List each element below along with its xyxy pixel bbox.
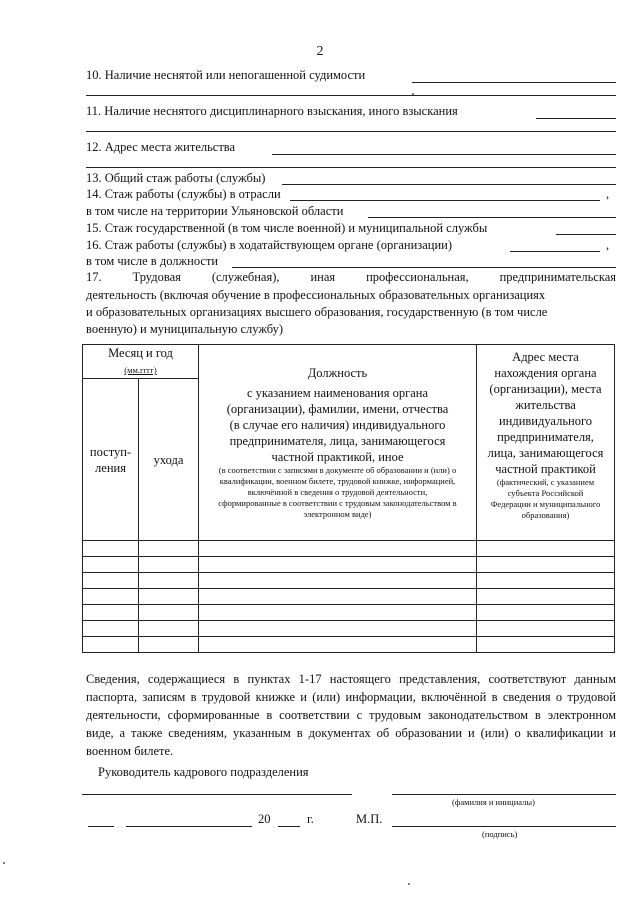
year-field[interactable] bbox=[278, 826, 300, 827]
end-header bbox=[139, 379, 199, 541]
table-cell[interactable] bbox=[83, 621, 139, 637]
table-cell[interactable] bbox=[139, 637, 199, 653]
address-line: индивидуального bbox=[498, 414, 593, 428]
position-line: (в случае его наличия) индивидуального bbox=[229, 418, 446, 432]
item-14-label: 14. Стаж работы (службы) в отрасли bbox=[86, 187, 281, 201]
item-17-line3: и образовательных организациях высшего образования, государственную (в том числе bbox=[86, 305, 548, 319]
item-11-line2 bbox=[86, 131, 616, 132]
table-cell[interactable] bbox=[83, 589, 139, 605]
name-line[interactable] bbox=[392, 794, 616, 795]
table-cell[interactable] bbox=[83, 637, 139, 653]
item-17-word: предпринимательская bbox=[499, 270, 616, 284]
item-12-field[interactable] bbox=[272, 154, 616, 155]
table-cell[interactable] bbox=[477, 589, 615, 605]
item-17-word: 17. bbox=[86, 270, 102, 284]
month-field[interactable] bbox=[126, 826, 252, 827]
table-cell[interactable] bbox=[139, 621, 199, 637]
position-note: (в соответствии с записями в документе об образовании и (или) о квалификации, военном билете, трудовой книжке, информацией, включённой в сведения о трудовой деятельности, сформированные в соответствии с трудовым законодательством в электронном виде) bbox=[218, 465, 457, 519]
item-17-word: (служебная), bbox=[211, 270, 280, 284]
scan-speck bbox=[3, 862, 5, 864]
position-line: (организации), фамилии, имени, отчества bbox=[226, 402, 449, 416]
item-15-label: 15. Стаж государственной (в том числе военной) и муниципальной службы bbox=[86, 221, 488, 235]
table-cell[interactable] bbox=[199, 573, 477, 589]
item-16b-label: в том числе в должности bbox=[86, 254, 219, 268]
position-line: предпринимателя, лица, занимающегося bbox=[229, 434, 446, 448]
table-cell[interactable] bbox=[83, 605, 139, 621]
item-11-label: 11. Наличие неснятого дисциплинарного взыскания, иного взыскания bbox=[86, 104, 458, 118]
day-field[interactable] bbox=[88, 826, 114, 827]
table-cell[interactable] bbox=[139, 557, 199, 573]
table-cell[interactable] bbox=[139, 573, 199, 589]
scan-speck bbox=[408, 883, 410, 885]
item-10-line2 bbox=[86, 95, 616, 96]
month-year-label: Месяц и год bbox=[108, 346, 173, 360]
start-header bbox=[83, 379, 139, 541]
month-year-format: (мм.гггг) bbox=[124, 365, 157, 375]
item-17-line2: деятельность (включая обучение в профессиональных образовательных организациях bbox=[86, 288, 546, 302]
item-16-label: 16. Стаж работы (службы) в ходатайствующем органе (организации) bbox=[86, 238, 453, 252]
hr-head-label: Руководитель кадрового подразделения bbox=[98, 765, 309, 779]
address-line: (организации), места bbox=[489, 382, 602, 396]
position-title: Должность bbox=[307, 366, 368, 380]
address-line: нахождения органа bbox=[494, 366, 597, 380]
item-10-field[interactable] bbox=[412, 82, 616, 83]
item-12-line2 bbox=[86, 167, 616, 168]
item-16b-field[interactable] bbox=[232, 267, 616, 268]
item-16-field[interactable] bbox=[510, 251, 600, 252]
address-line: жительства bbox=[515, 398, 576, 412]
item-11-field[interactable] bbox=[536, 118, 616, 119]
table-cell[interactable] bbox=[139, 541, 199, 557]
table-cell[interactable] bbox=[199, 557, 477, 573]
table-cell[interactable] bbox=[477, 637, 615, 653]
table-cell[interactable] bbox=[199, 637, 477, 653]
address-line: Адрес места bbox=[512, 350, 579, 364]
table-cell[interactable] bbox=[199, 541, 477, 557]
item-12-label: 12. Адрес места жительства bbox=[86, 140, 236, 154]
item-13-field[interactable] bbox=[282, 184, 616, 185]
start-label: поступ-ления bbox=[89, 444, 132, 475]
position-line: с указанием наименования органа bbox=[246, 386, 429, 400]
signature-caption: (подпись) bbox=[482, 829, 518, 839]
item-10-label: 10. Наличие неснятой или непогашенной судимости bbox=[86, 68, 366, 82]
head-signature-line[interactable] bbox=[82, 794, 352, 795]
address-line: лица, занимающегося bbox=[487, 446, 604, 460]
item-15-field[interactable] bbox=[556, 234, 616, 235]
address-note: (фактический, с указанием субъекта Российской Федерации и муниципального образования) bbox=[490, 477, 601, 520]
position-line: частной практикой, иное bbox=[271, 450, 404, 464]
table-cell[interactable] bbox=[199, 621, 477, 637]
item-17-word: Трудовая bbox=[132, 270, 181, 284]
year-suffix: г. bbox=[307, 812, 314, 826]
table-cell[interactable] bbox=[477, 573, 615, 589]
item-14-comma: , bbox=[606, 187, 610, 201]
table-cell[interactable] bbox=[477, 557, 615, 573]
item-14-field[interactable] bbox=[290, 200, 600, 201]
address-line: частной практикой bbox=[495, 462, 596, 476]
month-year-header bbox=[83, 345, 199, 379]
item-17-line4: военную) и муниципальную службу) bbox=[86, 322, 284, 336]
certification-statement: Сведения, содержащиеся в пунктах 1-17 настоящего представления, соответствуют данным паспорта, записям в трудовой книжке и (или) информации, включённой в сведения о трудовой деятельности, сформированные в соответствии с трудовым законодательством в электронном виде, а также сведениям, указанным в документах об образовании и (или) о квалификации и военном билете. bbox=[86, 672, 616, 758]
table-cell[interactable] bbox=[83, 573, 139, 589]
address-line: предпринимателя, bbox=[497, 430, 594, 444]
end-label: ухода bbox=[153, 452, 184, 467]
table-cell[interactable] bbox=[477, 605, 615, 621]
scan-speck bbox=[412, 93, 414, 95]
item-14b-field[interactable] bbox=[368, 217, 616, 218]
name-caption: (фамилия и инициалы) bbox=[452, 797, 535, 807]
table-cell[interactable] bbox=[477, 541, 615, 557]
table-cell[interactable] bbox=[477, 621, 615, 637]
table-cell[interactable] bbox=[139, 589, 199, 605]
address-header bbox=[477, 345, 615, 541]
item-13-label: 13. Общий стаж работы (службы) bbox=[86, 171, 266, 185]
item-17-word: иная bbox=[310, 270, 336, 284]
table-cell[interactable] bbox=[199, 589, 477, 605]
item-16-comma: , bbox=[606, 238, 610, 252]
item-14b-label: в том числе на территории Ульяновской области bbox=[86, 204, 344, 218]
table-cell[interactable] bbox=[199, 605, 477, 621]
signature-line[interactable] bbox=[392, 826, 616, 827]
item-17-line1 bbox=[86, 269, 616, 285]
table-cell[interactable] bbox=[83, 557, 139, 573]
year-prefix: 20 bbox=[258, 812, 271, 826]
table-cell[interactable] bbox=[139, 605, 199, 621]
item-17-word: профессиональная, bbox=[366, 270, 469, 284]
employment-table bbox=[82, 344, 615, 653]
page-number: 2 bbox=[316, 44, 324, 59]
stamp-label: М.П. bbox=[356, 812, 383, 826]
position-header bbox=[199, 345, 477, 541]
table-cell[interactable] bbox=[83, 541, 139, 557]
